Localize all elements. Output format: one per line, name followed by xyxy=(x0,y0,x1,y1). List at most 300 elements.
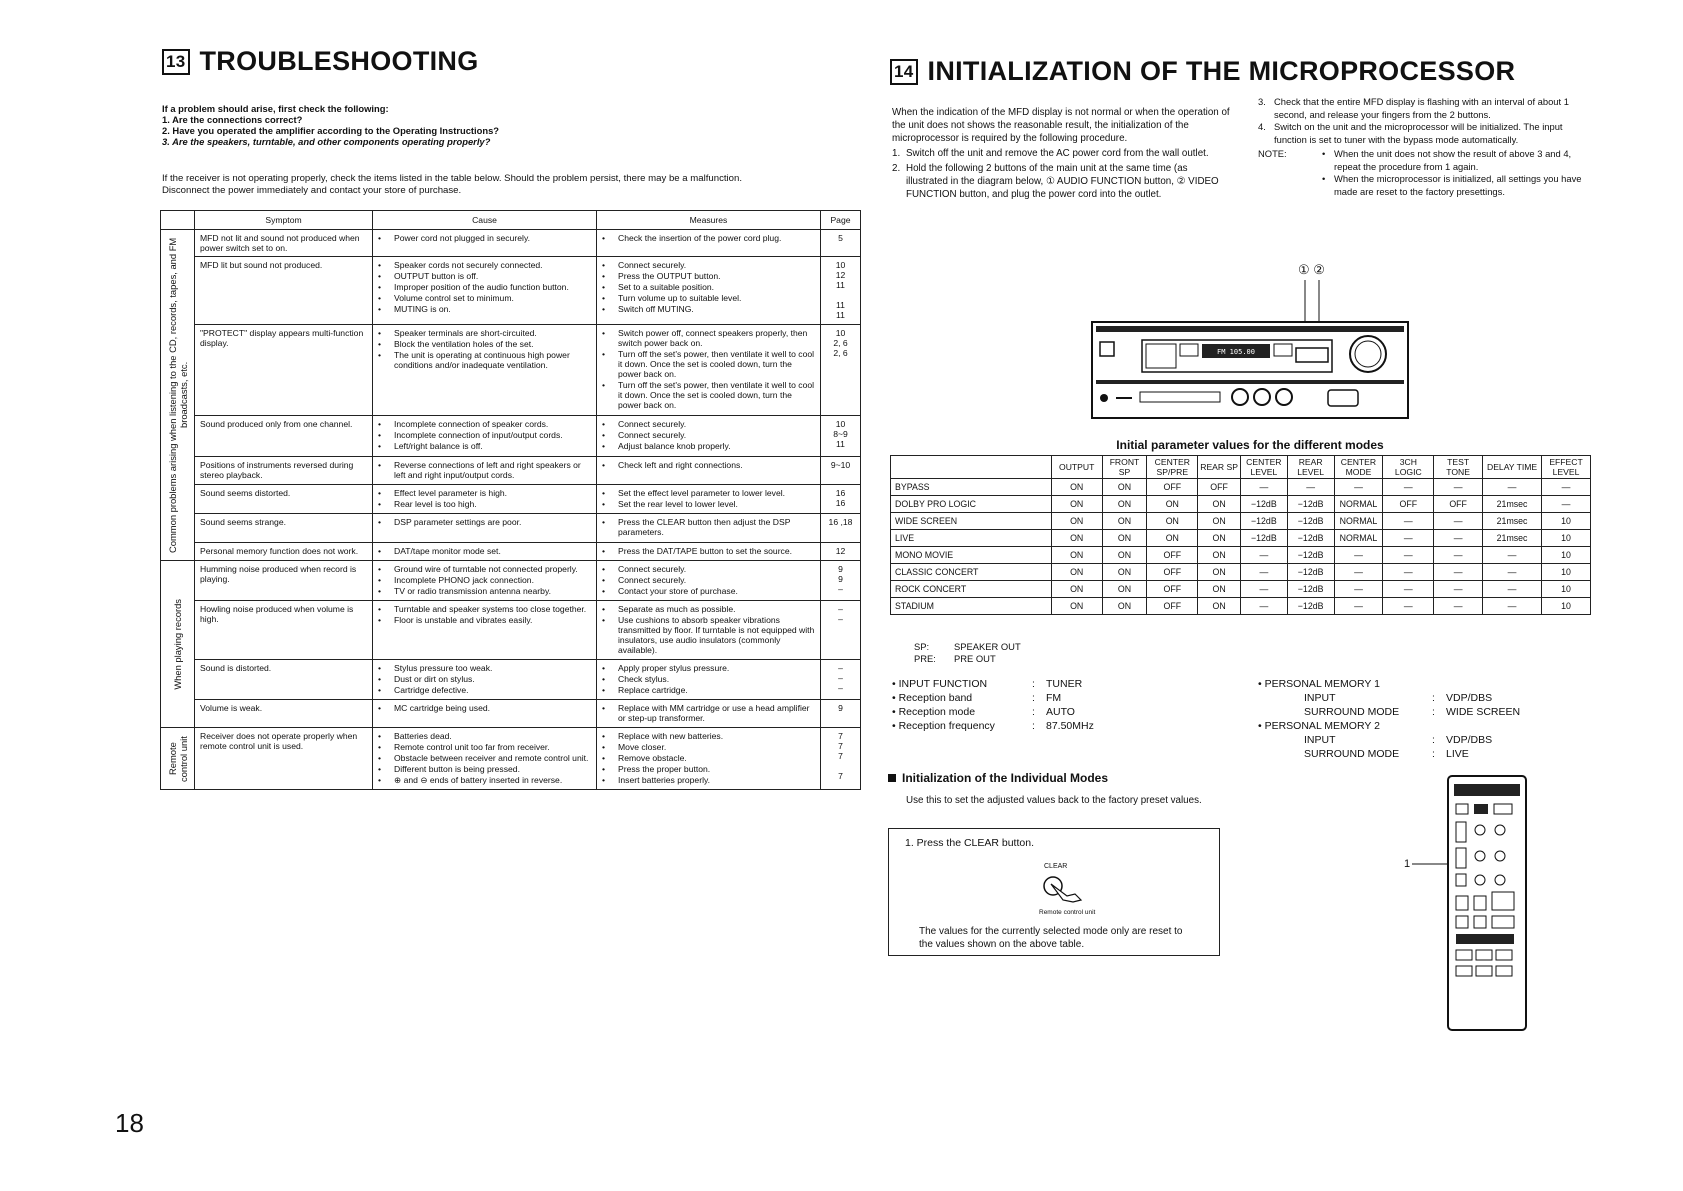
param-value: — xyxy=(1240,564,1287,581)
page-ref: – xyxy=(838,673,843,683)
measures-cell xyxy=(597,728,821,790)
page-ref: 12 xyxy=(835,270,846,281)
param-row xyxy=(891,547,1591,564)
cause-cell xyxy=(373,561,597,601)
table-row xyxy=(161,660,861,700)
measures-cell xyxy=(597,485,821,514)
page-ref: 16 xyxy=(835,498,846,509)
param-value: OFF xyxy=(1147,564,1198,581)
param-value: — xyxy=(1383,581,1434,598)
param-value: ON xyxy=(1198,564,1241,581)
param-column-header: CENTER LEVEL xyxy=(1240,456,1287,479)
cause-item: • Speaker terminals are short-circuited. xyxy=(378,328,591,338)
param-column-header: REAR SP xyxy=(1198,456,1241,479)
step-1 xyxy=(892,147,1232,160)
symptom-cell: Sound seems distorted. xyxy=(195,485,373,514)
table-row xyxy=(161,416,861,456)
param-value: — xyxy=(1434,598,1483,615)
personal-memories xyxy=(1258,677,1578,761)
param-row xyxy=(891,564,1591,581)
cause-item: • Effect level parameter is high. xyxy=(378,488,591,498)
param-value: — xyxy=(1383,547,1434,564)
square-bullet-icon xyxy=(888,774,896,782)
cause-item: • Speaker cords not securely connected. xyxy=(378,260,591,270)
default-reception-band: • Reception band : FM xyxy=(892,691,1202,705)
param-value: 10 xyxy=(1542,564,1591,581)
cause-item: • OUTPUT button is off. xyxy=(378,271,591,281)
cause-item: • Block the ventilation holes of the set. xyxy=(378,339,591,349)
param-value: −12dB xyxy=(1287,564,1334,581)
param-value: — xyxy=(1240,479,1287,496)
param-value: — xyxy=(1542,479,1591,496)
param-column-header: DELAY TIME xyxy=(1483,456,1542,479)
param-value: — xyxy=(1542,496,1591,513)
cause-item: • MUTING is on. xyxy=(378,304,591,314)
page-ref: – xyxy=(838,584,843,594)
measure-item: • Check stylus. xyxy=(602,674,815,684)
table-row xyxy=(161,456,861,484)
measure-item: • Adjust balance knob properly. xyxy=(602,441,815,451)
page-ref: 11 xyxy=(836,280,845,291)
table-row xyxy=(161,601,861,660)
param-value: ON xyxy=(1198,530,1241,547)
cause-item: • Ground wire of turntable not connected properly. xyxy=(378,564,591,574)
header-measures: Measures xyxy=(597,211,821,230)
page-ref: 9 xyxy=(838,564,843,574)
param-value: ON xyxy=(1147,513,1198,530)
param-value: — xyxy=(1483,564,1542,581)
param-value: NORMAL xyxy=(1334,530,1383,547)
default-label: Reception band xyxy=(898,692,973,704)
param-value: OFF xyxy=(1147,479,1198,496)
personal-memory-1: • PERSONAL MEMORY 1 INPUT : VDP/DBS SURROUND MODE : WIDE SCREEN xyxy=(1258,677,1578,719)
precheck-item-1: 1. Are the connections correct? xyxy=(162,114,303,125)
step-text: Hold the following 2 buttons of the main unit at the same time (as illustrated in the diagram below, ① AUDIO FUNCTION button, ② VIDEO FUNCTION button, and plug the power cord into the outlet. xyxy=(906,163,1219,200)
section-number: 14 xyxy=(890,59,918,85)
page-ref: 11 xyxy=(836,310,845,321)
param-value: OFF xyxy=(1147,581,1198,598)
param-value: ON xyxy=(1102,581,1147,598)
symptom-cell: Positions of instruments reversed during stereo playback. xyxy=(195,456,373,484)
remote-callout: 1 xyxy=(1404,858,1411,870)
cause-item: • Cartridge defective. xyxy=(378,685,591,695)
default-value: FM xyxy=(1046,692,1062,704)
param-value: NORMAL xyxy=(1334,496,1383,513)
symptom-cell: Howling noise produced when volume is high. xyxy=(195,601,373,660)
param-value: OFF xyxy=(1434,496,1483,513)
cause-item: • Batteries dead. xyxy=(378,731,591,741)
measure-item: • Connect securely. xyxy=(602,564,815,574)
symptom-cell: Volume is weak. xyxy=(195,700,373,728)
step-text: Switch on the unit and the microprocessor will be initialized. The input function is set to tuner with the bypass mode automatically. xyxy=(1274,121,1563,145)
measures-cell xyxy=(597,601,821,660)
measure-item: • Press the OUTPUT button. xyxy=(602,271,815,281)
intro-line-1: If the receiver is not operating properly, check the items listed in the table below. Should the problem persist, there may be a malfunction. xyxy=(162,173,743,184)
param-value: ON xyxy=(1102,598,1147,615)
header-blank xyxy=(161,211,195,230)
troubleshooting-heading xyxy=(162,46,479,77)
clear-button-label: CLEAR xyxy=(1044,863,1068,870)
param-value: ON xyxy=(1102,513,1147,530)
remote-control-diagram xyxy=(1400,770,1530,1032)
receiver-diagram xyxy=(1090,262,1410,422)
param-value: 10 xyxy=(1542,581,1591,598)
param-value: ON xyxy=(1198,581,1241,598)
page-ref: 12 xyxy=(835,545,846,556)
param-mode-name: ROCK CONCERT xyxy=(891,581,1052,598)
individual-text: Use this to set the adjusted values back to the factory preset values. xyxy=(906,795,1202,806)
param-value: — xyxy=(1240,547,1287,564)
page-ref: 16 ,18 xyxy=(828,517,853,528)
param-value: 10 xyxy=(1542,598,1591,615)
intro-line-2: Disconnect the power immediately and contact your store of purchase. xyxy=(162,185,462,196)
param-mode-name: CLASSIC CONCERT xyxy=(891,564,1052,581)
param-value: OFF xyxy=(1383,496,1434,513)
param-column-header: OUTPUT xyxy=(1051,456,1102,479)
step-number: 1. xyxy=(892,148,901,159)
cause-item: • Incomplete PHONO jack connection. xyxy=(378,575,591,585)
memory-input-value: VDP/DBS xyxy=(1446,734,1493,746)
clear-result: The values for the currently selected mode only are reset to the values shown on the above table. xyxy=(919,926,1183,950)
measure-item: • Set to a suitable position. xyxy=(602,282,815,292)
param-value: — xyxy=(1383,564,1434,581)
step-number: 4. xyxy=(1258,121,1266,132)
page-cell xyxy=(821,728,861,790)
measures-cell xyxy=(597,416,821,456)
param-mode-name: LIVE xyxy=(891,530,1052,547)
measure-item: • Turn off the set's power, then ventilate it well to cool it down. Once the set is cooled down, turn the power back on. xyxy=(602,380,815,410)
param-value: ON xyxy=(1051,564,1102,581)
legend-sp xyxy=(914,641,1021,653)
page-cell xyxy=(821,456,861,484)
param-value: — xyxy=(1383,479,1434,496)
page-ref: – xyxy=(838,604,843,614)
param-value: ON xyxy=(1102,496,1147,513)
measure-item: • Remove obstacle. xyxy=(602,753,815,763)
page-ref: 9 xyxy=(838,574,843,584)
measure-item: • Check the insertion of the power cord plug. xyxy=(602,233,815,243)
page-cell xyxy=(821,561,861,601)
param-value: — xyxy=(1434,581,1483,598)
param-value: ON xyxy=(1051,547,1102,564)
measure-item: • Separate as much as possible. xyxy=(602,604,815,614)
cause-item: • ⊕ and ⊖ ends of battery inserted in reverse. xyxy=(378,775,591,785)
measure-item: • Check left and right connections. xyxy=(602,460,815,470)
param-value: — xyxy=(1434,547,1483,564)
measure-item: • Connect securely. xyxy=(602,575,815,585)
group-label: When playing records xyxy=(172,598,183,690)
param-value: OFF xyxy=(1198,479,1241,496)
measure-item: • Connect securely. xyxy=(602,260,815,270)
table-row xyxy=(161,485,861,514)
param-value: ON xyxy=(1147,530,1198,547)
param-value: — xyxy=(1287,479,1334,496)
measure-item: • Switch power off, connect speakers properly, then switch power back on. xyxy=(602,328,815,348)
init-intro: When the indication of the MFD display is not normal or when the operation of the unit does not shows the reasonable result, the initialization of the microprocessor is required by the following procedure. xyxy=(892,107,1230,144)
measure-item: • Use cushions to absorb speaker vibrations transmitted by floor. If turntable is not equipped with insulators, use audio insulators (commonly available). xyxy=(602,615,815,655)
param-value: — xyxy=(1334,598,1383,615)
param-header-blank xyxy=(891,456,1052,479)
table-row xyxy=(161,230,861,257)
page-cell xyxy=(821,230,861,257)
step-number: 3. xyxy=(1258,96,1266,107)
param-value: NORMAL xyxy=(1334,513,1383,530)
param-mode-name: DOLBY PRO LOGIC xyxy=(891,496,1052,513)
memory-mode-label: SURROUND MODE xyxy=(1304,706,1400,718)
page-ref: 8~9 xyxy=(833,429,848,440)
group-label-cell xyxy=(161,561,195,728)
param-column-header: CENTER MODE xyxy=(1334,456,1383,479)
param-value: −12dB xyxy=(1240,530,1287,547)
note-1: • When the unit does not show the result of above 3 and 4, repeat the procedure from 1 again. xyxy=(1322,148,1596,173)
symptom-cell: Sound produced only from one channel. xyxy=(195,416,373,456)
param-value: −12dB xyxy=(1287,547,1334,564)
cause-item: • Reverse connections of left and right speakers or left and right input/output cords. xyxy=(378,460,591,480)
measure-item: • Connect securely. xyxy=(602,419,815,429)
default-label: INPUT FUNCTION xyxy=(898,678,988,690)
param-legend xyxy=(914,641,1021,665)
page-ref: 10 xyxy=(835,260,846,271)
page-ref xyxy=(826,761,855,771)
param-row xyxy=(891,581,1591,598)
page-ref: 10 xyxy=(835,419,846,430)
cause-item: • Obstacle between receiver and remote control unit. xyxy=(378,753,591,763)
receiver-front-panel-drawing xyxy=(1090,262,1410,422)
troubleshooting-table xyxy=(160,210,861,790)
measure-item: • Insert batteries properly. xyxy=(602,775,815,785)
table-row xyxy=(161,700,861,728)
table-row xyxy=(161,728,861,790)
param-value: 21msec xyxy=(1483,530,1542,547)
param-row xyxy=(891,530,1591,547)
measure-item: • Move closer. xyxy=(602,742,815,752)
page-ref: 11 xyxy=(836,439,845,450)
param-value: 10 xyxy=(1542,547,1591,564)
init-left-column xyxy=(892,106,1232,201)
param-value: ON xyxy=(1051,581,1102,598)
table-row xyxy=(161,542,861,560)
page-ref xyxy=(826,290,855,300)
measure-item: • Press the proper button. xyxy=(602,764,815,774)
param-value: — xyxy=(1383,513,1434,530)
page-ref: 2, 6 xyxy=(833,348,848,359)
symptom-cell: MFD not lit and sound not produced when power switch set to on. xyxy=(195,230,373,257)
individual-title: Initialization of the Individual Modes xyxy=(902,771,1109,785)
param-value: ON xyxy=(1102,564,1147,581)
param-mode-name: WIDE SCREEN xyxy=(891,513,1052,530)
cause-cell xyxy=(373,257,597,325)
table-row xyxy=(161,257,861,325)
param-value: OFF xyxy=(1147,598,1198,615)
personal-memory-2: • PERSONAL MEMORY 2 INPUT : VDP/DBS SURROUND MODE : LIVE xyxy=(1258,719,1578,761)
measure-item: • Replace with MM cartridge or use a head amplifier or step-up transformer. xyxy=(602,703,815,723)
cause-item: • Rear level is too high. xyxy=(378,499,591,509)
cause-item: • Left/right balance is off. xyxy=(378,441,591,451)
param-column-header: 3CH LOGIC xyxy=(1383,456,1434,479)
measure-item: • Switch off MUTING. xyxy=(602,304,815,314)
param-value: −12dB xyxy=(1240,513,1287,530)
measure-item: • Press the DAT/TAPE button to set the source. xyxy=(602,546,815,556)
param-row xyxy=(891,496,1591,513)
precheck-item-2: 2. Have you operated the amplifier according to the Operating Instructions? xyxy=(162,125,500,136)
memory-title: PERSONAL MEMORY 1 xyxy=(1264,678,1380,690)
group-label-cell xyxy=(161,230,195,561)
param-mode-name: BYPASS xyxy=(891,479,1052,496)
default-label: Reception mode xyxy=(898,706,976,718)
measures-cell xyxy=(597,514,821,542)
param-value: ON xyxy=(1102,530,1147,547)
clear-step: 1. Press the CLEAR button. xyxy=(905,837,1034,849)
diagram-callouts: ① ② xyxy=(1298,262,1325,277)
measures-cell xyxy=(597,561,821,601)
precheck-title: If a problem should arise, first check the following: xyxy=(162,103,389,114)
page-cell xyxy=(821,325,861,416)
cause-item: • Floor is unstable and vibrates easily. xyxy=(378,615,591,625)
page-ref: 7 xyxy=(838,731,843,741)
param-value: ON xyxy=(1051,513,1102,530)
param-value: ON xyxy=(1198,598,1241,615)
header-cause: Cause xyxy=(373,211,597,230)
measure-item: • Replace cartridge. xyxy=(602,685,815,695)
page-ref: 16 xyxy=(835,488,846,499)
param-column-header: TEST TONE xyxy=(1434,456,1483,479)
param-row xyxy=(891,513,1591,530)
step-number: 2. xyxy=(892,163,901,174)
cause-item: • Remote control unit too far from receiver. xyxy=(378,742,591,752)
measure-item: • Replace with new batteries. xyxy=(602,731,815,741)
measures-cell xyxy=(597,325,821,416)
cause-cell xyxy=(373,660,597,700)
header-symptom: Symptom xyxy=(195,211,373,230)
legend-key: PRE: xyxy=(914,653,936,664)
measure-item: • Turn off the set's power, then ventilate it well to cool it down. Once the set is cooled down, turn the power back on. xyxy=(602,349,815,379)
memory-input-value: VDP/DBS xyxy=(1446,692,1493,704)
step-text: Check that the entire MFD display is flashing with an interval of about 1 second, and release your fingers from the 2 buttons. xyxy=(1274,96,1569,120)
param-value: −12dB xyxy=(1287,530,1334,547)
param-row xyxy=(891,598,1591,615)
param-column-header: EFFECT LEVEL xyxy=(1542,456,1591,479)
default-label: Reception frequency xyxy=(898,720,995,732)
param-value: — xyxy=(1334,547,1383,564)
cause-item: • MC cartridge being used. xyxy=(378,703,591,713)
measures-cell xyxy=(597,257,821,325)
legend-value: SPEAKER OUT xyxy=(954,641,1021,652)
step-text: Switch off the unit and remove the AC power cord from the wall outlet. xyxy=(906,148,1209,159)
param-value: — xyxy=(1483,581,1542,598)
param-value: ON xyxy=(1051,496,1102,513)
param-mode-name: STADIUM xyxy=(891,598,1052,615)
page-ref: – xyxy=(838,683,843,693)
cause-item: • DSP parameter settings are poor. xyxy=(378,517,591,527)
param-value: ON xyxy=(1051,530,1102,547)
param-value: OFF xyxy=(1147,547,1198,564)
measures-cell xyxy=(597,700,821,728)
group-label-cell xyxy=(161,728,195,790)
precheck-item-3: 3. Are the speakers, turntable, and other components operating properly? xyxy=(162,136,491,147)
param-value: −12dB xyxy=(1287,581,1334,598)
param-value: — xyxy=(1240,598,1287,615)
param-value: 21msec xyxy=(1483,513,1542,530)
measure-item: • Press the CLEAR button then adjust the DSP parameters. xyxy=(602,517,815,537)
measure-item: • Connect securely. xyxy=(602,430,815,440)
default-value: AUTO xyxy=(1046,706,1075,718)
note-text: When the microprocessor is initialized, all settings you have made are reset to the factory presettings. xyxy=(1334,173,1582,197)
param-value: — xyxy=(1483,598,1542,615)
memory-input-label: INPUT xyxy=(1304,692,1336,704)
measure-item: • Set the effect level parameter to lower level. xyxy=(602,488,815,498)
measure-item: • Turn volume up to suitable level. xyxy=(602,293,815,303)
param-value: — xyxy=(1334,564,1383,581)
individual-modes-heading xyxy=(888,771,1108,785)
measure-item: • Apply proper stylus pressure. xyxy=(602,663,815,673)
symptom-cell: "PROTECT" display appears multi-function display. xyxy=(195,325,373,416)
param-value: — xyxy=(1483,547,1542,564)
param-value: −12dB xyxy=(1240,496,1287,513)
memory-mode-value: LIVE xyxy=(1446,748,1469,760)
page-ref: 9 xyxy=(838,703,843,713)
page-cell xyxy=(821,416,861,456)
param-column-header: FRONT SP xyxy=(1102,456,1147,479)
cause-cell xyxy=(373,700,597,728)
param-value: — xyxy=(1383,530,1434,547)
cause-cell xyxy=(373,514,597,542)
param-value: ON xyxy=(1051,479,1102,496)
symptom-cell: Sound seems strange. xyxy=(195,514,373,542)
param-value: ON xyxy=(1198,513,1241,530)
group-label: Common problems arising when listening to the CD, records, tapes, and FM broadcasts, etc. xyxy=(166,237,189,553)
parameter-table xyxy=(890,455,1591,615)
param-value: −12dB xyxy=(1287,598,1334,615)
measures-cell xyxy=(597,542,821,560)
init-right-column xyxy=(1258,96,1596,198)
precheck-block xyxy=(162,103,862,147)
receiver-display: FM 105.00 xyxy=(1217,348,1255,356)
table-row xyxy=(161,325,861,416)
measures-cell xyxy=(597,456,821,484)
default-reception-frequency: • Reception frequency : 87.50MHz xyxy=(892,719,1202,733)
param-value: ON xyxy=(1198,547,1241,564)
clear-procedure-box xyxy=(888,828,1220,956)
page-cell xyxy=(821,514,861,542)
param-value: −12dB xyxy=(1287,496,1334,513)
param-mode-name: MONO MOVIE xyxy=(891,547,1052,564)
param-value: 10 xyxy=(1542,530,1591,547)
param-value: — xyxy=(1434,564,1483,581)
cause-item: • Improper position of the audio function button. xyxy=(378,282,591,292)
page-ref: 7 xyxy=(838,741,843,751)
initialization-heading xyxy=(890,56,1515,87)
default-input-function: • INPUT FUNCTION : TUNER xyxy=(892,677,1202,691)
param-value: ON xyxy=(1051,598,1102,615)
cause-cell xyxy=(373,542,597,560)
param-value: ON xyxy=(1147,496,1198,513)
cause-item: • Stylus pressure too weak. xyxy=(378,663,591,673)
page-ref: 7 xyxy=(838,771,843,781)
param-row xyxy=(891,479,1591,496)
memory-input-label: INPUT xyxy=(1304,734,1336,746)
cause-item: • DAT/tape monitor mode set. xyxy=(378,546,591,556)
page-cell xyxy=(821,601,861,660)
param-value: — xyxy=(1434,479,1483,496)
param-value: 21msec xyxy=(1483,496,1542,513)
symptom-cell: MFD lit but sound not produced. xyxy=(195,257,373,325)
measures-cell xyxy=(597,230,821,257)
param-value: ON xyxy=(1198,496,1241,513)
param-table-title: Initial parameter values for the different modes xyxy=(1116,438,1384,452)
cause-item: • TV or radio transmission antenna nearby. xyxy=(378,586,591,596)
memory-title: PERSONAL MEMORY 2 xyxy=(1264,720,1380,732)
default-value: TUNER xyxy=(1046,678,1083,690)
